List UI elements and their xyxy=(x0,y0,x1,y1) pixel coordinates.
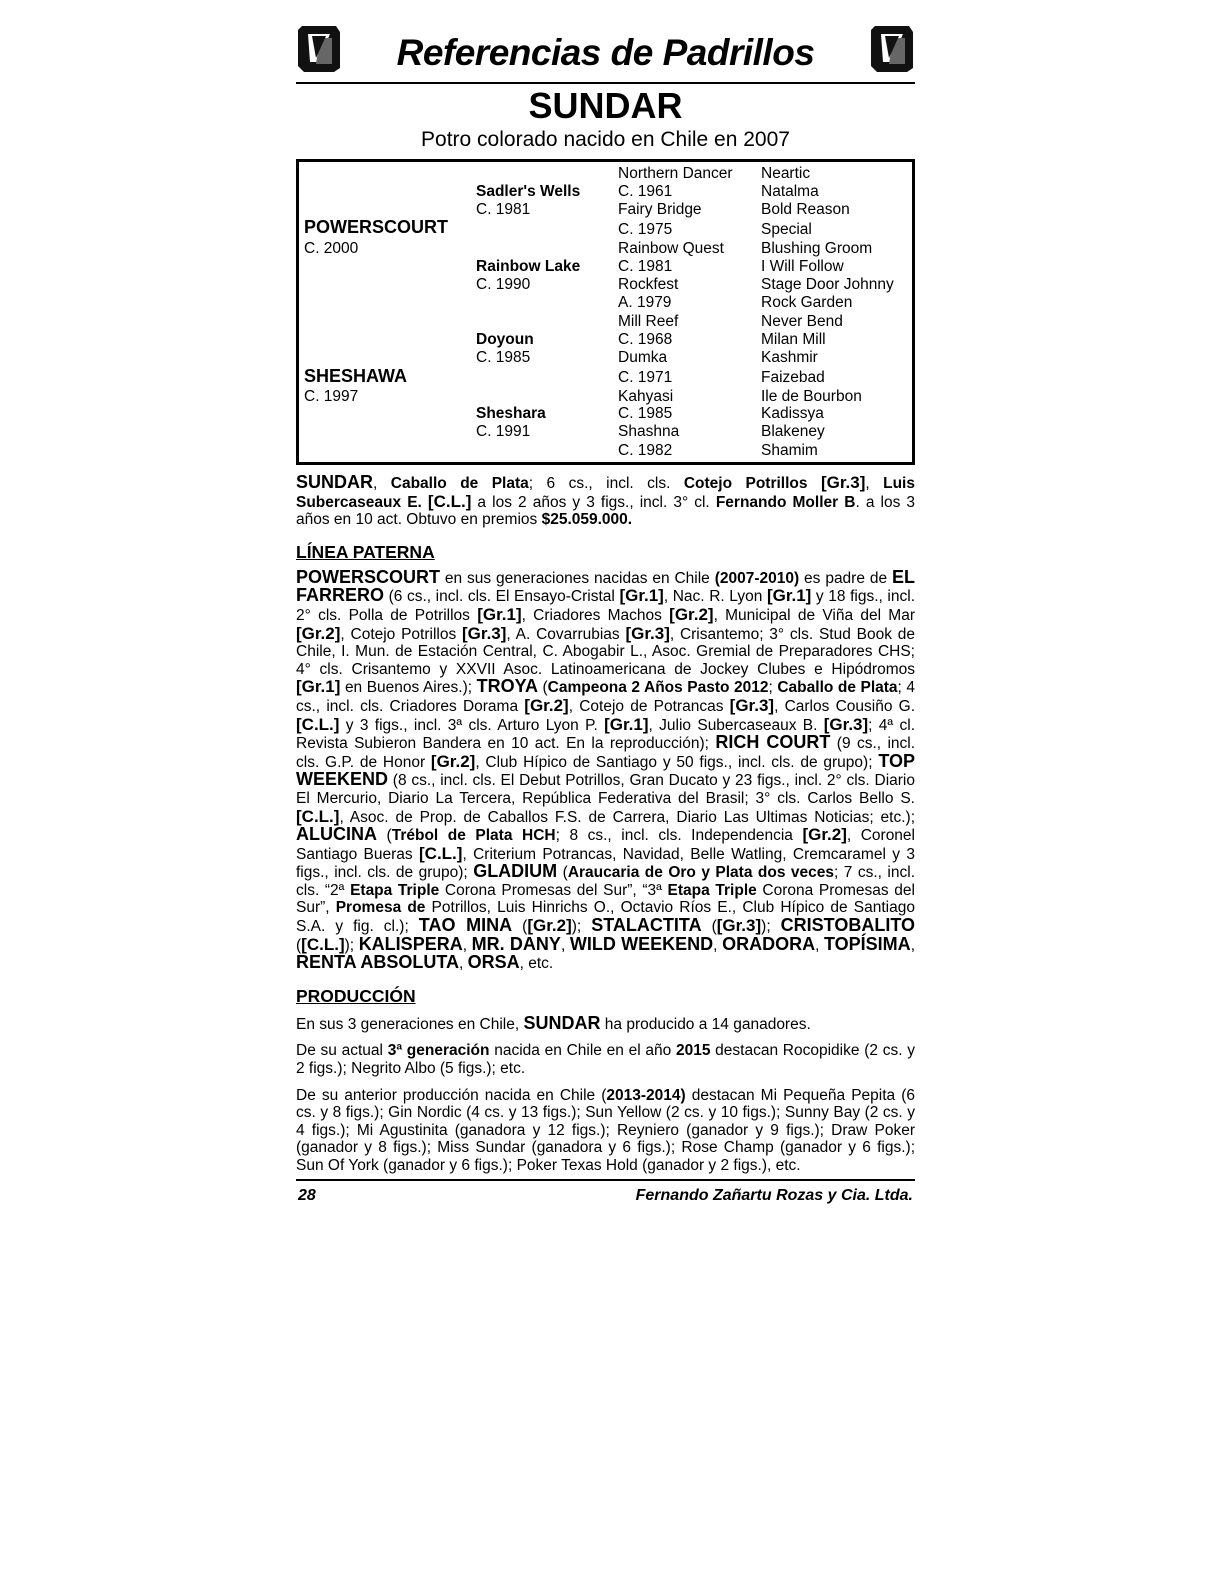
pedigree-cell: Rainbow Quest xyxy=(618,240,724,257)
page-footer xyxy=(296,1179,915,1207)
publisher-name: Fernando Zañartu Rozas y Cia. Ltda. xyxy=(635,1186,913,1204)
dam-dam-name: Sheshara xyxy=(476,405,546,422)
pedigree-cell: Blushing Groom xyxy=(761,240,873,257)
pedigree-cell: Mill Reef xyxy=(618,313,679,330)
page xyxy=(296,18,915,1207)
pedigree-cell: Milan Mill xyxy=(761,331,826,348)
pedigree-cell: Northern Dancer xyxy=(618,165,733,182)
dam-name: SHESHAWA xyxy=(304,366,408,386)
header-title: Referencias de Padrillos xyxy=(396,32,815,73)
horse-name: SUNDAR xyxy=(528,85,683,126)
pedigree-cell: Never Bend xyxy=(761,313,843,330)
pedigree-cell: Blakeney xyxy=(761,423,825,440)
pedigree-cell: C. 1961 xyxy=(618,183,673,200)
pedigree-cell: Kahyasi xyxy=(618,388,674,405)
pedigree-cell: C. 1981 xyxy=(618,258,673,275)
sire-name: POWERSCOURT xyxy=(304,217,448,237)
dam-sire-year: C. 1985 xyxy=(476,349,531,366)
horse-description: Potro colorado nacido en Chile en 2007 xyxy=(421,128,790,151)
pedigree-cell: Natalma xyxy=(761,183,819,200)
brand-logo-icon xyxy=(869,22,915,74)
granddam-year: C. 1990 xyxy=(476,276,531,293)
pedigree-cell: Ile de Bourbon xyxy=(761,388,862,405)
produccion-summary: En sus 3 generaciones en Chile, SUNDAR ha producido a 14 ganadores. xyxy=(296,1012,811,1033)
pedigree-cell: C. 1975 xyxy=(618,221,673,238)
pedigree-cell: C. 1982 xyxy=(618,442,673,459)
pedigree-cell: A. 1979 xyxy=(618,294,672,311)
sire-year: C. 2000 xyxy=(304,240,359,257)
dam-year: C. 1997 xyxy=(304,388,359,405)
produccion-anterior: De su anterior producción nacida en Chile (2013-2014) destacan Mi Pequeña Pepita (6 cs. y 8 figs.); Gin Nordic (4 cs. y 13 figs.); Sun Yellow (2 cs. y 10 figs.); Sunny Bay (2 cs. y 4 figs.); Mi Agustinita (ganadora y 12 figs.); Reyniero (ganador y 9 figs.); Draw Poker (ganador y 8 figs.); Miss Sundar (ganadora y 6 figs.); Rose Champ (ganador y 6 figs.); Sun Of York (ganador y 6 figs.); Poker Texas Hold (ganador y 2 figs.), etc. xyxy=(296,1086,915,1174)
produccion-tercera-generacion: De su actual 3ª generación nacida en Chile en el año 2015 destacan Rocopidike (2 cs. y 2 figs.); Negrito Albo (5 figs.); etc. xyxy=(296,1042,915,1078)
pedigree-cell: Rockfest xyxy=(618,276,679,293)
dam-dam-year: C. 1991 xyxy=(476,423,531,440)
pedigree-cell: Rock Garden xyxy=(761,294,853,311)
section-linea-paterna: LÍNEA PATERNA xyxy=(296,541,435,562)
pedigree-cell: Fairy Bridge xyxy=(618,201,702,218)
race-summary: SUNDAR, Caballo de Plata; 6 cs., incl. cls. Cotejo Potrillos [Gr.3], Luis Subercaseaux E. [C.L.] a los 2 años y 3 figs., incl. 3° cl. Fernando Moller B. a los 3 años en 10 act. Obtuvo en premios $25.059.000. xyxy=(296,472,916,529)
pedigree-cell: C. 1971 xyxy=(618,369,673,386)
pedigree-cell: Shashna xyxy=(618,423,680,440)
page-header xyxy=(296,18,915,84)
grandsire-year: C. 1981 xyxy=(476,201,531,218)
pedigree-table xyxy=(296,159,915,465)
pedigree-cell: Special xyxy=(761,221,812,238)
grandsire-name: Sadler's Wells xyxy=(476,183,581,200)
page-number: 28 xyxy=(298,1186,316,1204)
pedigree-cell: Kashmir xyxy=(761,349,818,366)
pedigree-cell: I Will Follow xyxy=(761,258,844,275)
granddam-name: Rainbow Lake xyxy=(476,258,581,275)
linea-paterna-text: POWERSCOURT en sus generaciones nacidas en Chile (2007-2010) es padre de EL FARRERO (6 cs., incl. cls. El Ensayo-Cristal [Gr.1], Nac. R. Lyon [Gr.1] y 18 figs., incl. 2° cls. Polla de Potrillos [Gr.1], Criadores Machos [Gr.2], Municipal de Viña del Mar [Gr.2], Cotejo Potrillos [Gr.3], A. Covarrubias [Gr.3], Crisantemo; 3° cls. Stud Book de Chile, I. Mun. de Estación Central, C. Abogabir L., Asoc. Gremial de Preparadores CHS; 4° cls. Crisantemo y XXVII Asoc. Latinoamericana de Jockey Clubes e Hipódromos [Gr.1] en Buenos Aires.); TROYA (Campeona 2 Años Pasto 2012; Caballo de Plata; 4 cs., incl. cls. Criadores Dorama [Gr.2], Cotejo de Potrancas [Gr.3], Carlos Cousiño G. [C.L.] y 3 figs., incl. 3ª cls. Arturo Lyon P. [Gr.1], Julio Subercaseaux B. [Gr.3]; 4ª cl. Revista Subieron Bandera en 10 act. En la reproducción); RICH COURT (9 cs., incl. cls. G.P. de Honor [Gr.2], Club Hípico de Santiago y 50 figs., incl. cls. de grupo); TOP WEEKEND (8 cs., incl. cls. El Debut Potrillos, Gran Ducato y 23 figs., incl. 2° cls. Diario El Mercurio, Diario La Tercera, República Federativa del Brasil; 3° cls. Carlos Bello S. [C.L.], Asoc. de Prop. de Caballos F.S. de Carrera, Diario Las Ultimas Noticias; etc.); ALUCINA (Trébol de Plata HCH; 8 cs., incl. cls. Independencia [Gr.2], Coronel Santiago Bueras [C.L.], Criterium Potrancas, Navidad, Belle Watling, Cremcaramel y 3 figs., incl. cls. de grupo); GLADIUM (Araucaria de Oro y Plata dos veces; 7 cs., incl. cls. “2ª Etapa Triple Corona Promesas del Sur”, “3ª Etapa Triple Corona Promesas del Sur”, Promesa de Potrillos, Luis Hinrichs O., Octavio Ríos E., Club Hípico de Santiago S.A. y fig. cl.); TAO MINA ([Gr.2]); STALACTITA ([Gr.3]); CRISTOBALITO ([C.L.]); KALISPERA, MR. DANY, WILD WEEKEND, ORADORA, TOPÍSIMA, RENTA ABSOLUTA, ORSA, etc. xyxy=(296,566,916,973)
pedigree-cell: Dumka xyxy=(618,349,668,366)
section-produccion: PRODUCCIÓN xyxy=(296,985,416,1006)
pedigree-cell: Shamim xyxy=(761,442,818,459)
pedigree-cell: C. 1968 xyxy=(618,331,673,348)
pedigree-cell: Kadissya xyxy=(761,405,824,422)
pedigree-cell: Faizebad xyxy=(761,369,825,386)
pedigree-cell: Stage Door Johnny xyxy=(761,276,894,293)
pedigree-cell: Bold Reason xyxy=(761,201,850,218)
dam-sire-name: Doyoun xyxy=(476,331,534,348)
pedigree-cell: Neartic xyxy=(761,165,811,182)
pedigree-cell: C. 1985 xyxy=(618,405,673,422)
